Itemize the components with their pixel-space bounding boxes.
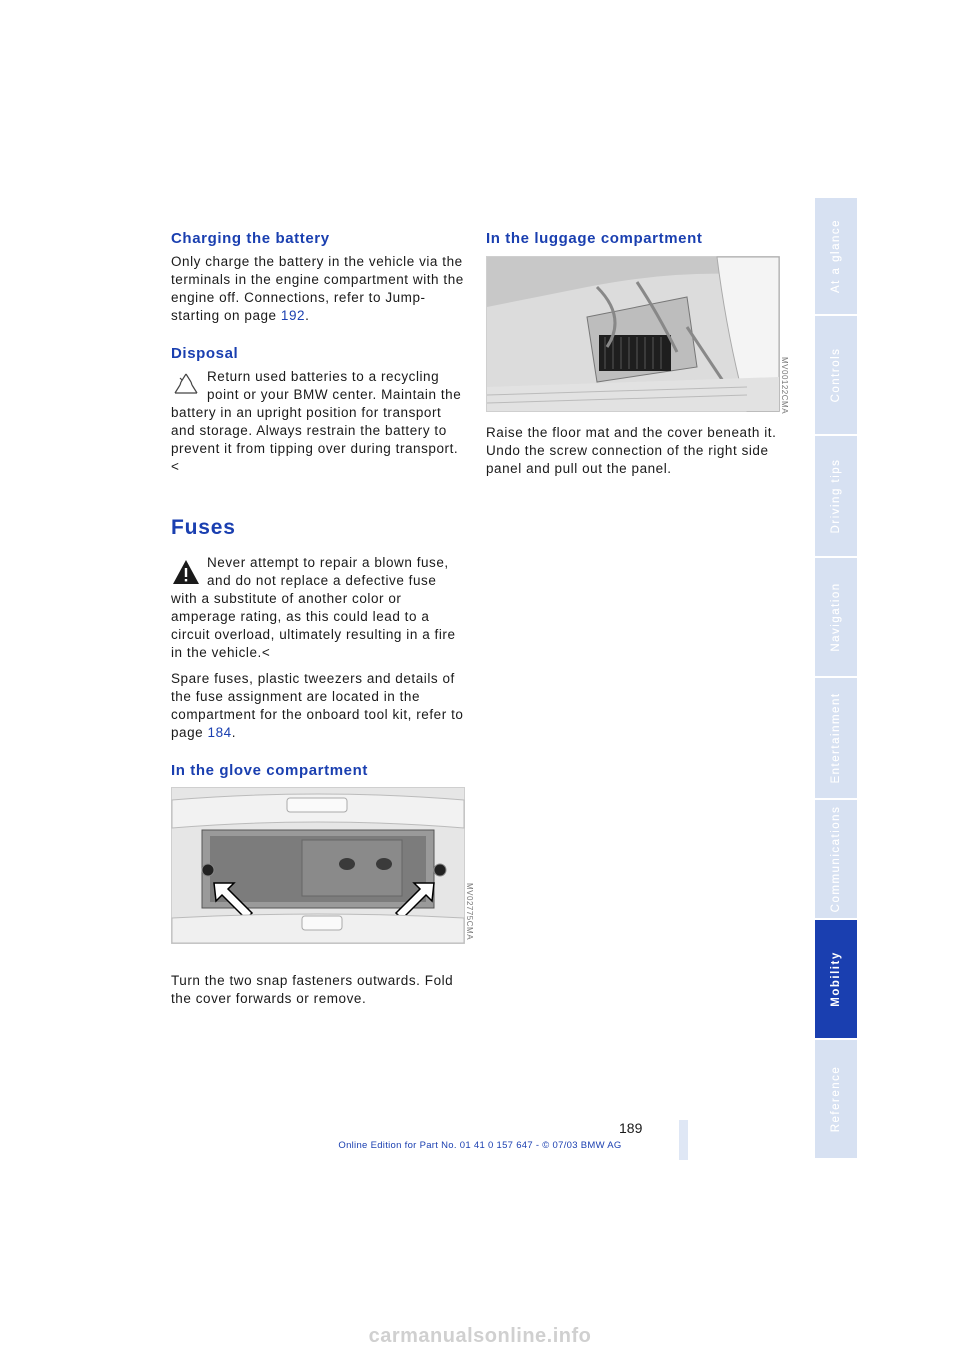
luggage-figure-code: MV00122CMA [780,357,789,415]
fuses-heading: Fuses [171,516,236,539]
warning-triangle-icon [171,557,201,587]
tab-navigation[interactable]: Navigation [815,558,857,678]
page-link-192[interactable]: 192 [280,308,306,323]
glove-compartment-illustration [172,788,464,943]
luggage-caption: Raise the floor mat and the cover beneath it. Undo the screw connection of the right side panel and pull out the panel. [486,425,777,476]
page-link-184[interactable]: 184 [207,725,232,740]
tab-driving-tips[interactable]: Driving tips [815,436,857,558]
page-number: 189 [619,1120,643,1136]
fuses-warning [171,554,465,662]
recycling-icon [171,371,201,401]
luggage-compartment-illustration [487,257,779,411]
luggage-compartment-figure [486,256,789,415]
right-column [486,230,789,478]
tab-mobility[interactable]: Mobility [815,920,857,1040]
spare-fuses-paragraph: Spare fuses, plastic tweezers and details of the fuse assignment are located in the compartment for the onboard tool kit, refer to page 184. [171,671,464,740]
disposal-heading: Disposal [171,345,239,362]
tab-entertainment[interactable]: Entertainment [815,678,857,800]
glove-figure-code: MV02775CMA [465,883,474,941]
disposal-note [171,368,465,476]
footer-edition-note: Online Edition for Part No. 01 41 0 157 647 - © 07/03 BMW AG [338,1140,622,1151]
glove-compartment-figure [171,787,474,944]
tab-communications[interactable]: Communications [815,800,857,920]
luggage-heading: In the luggage compartment [486,230,703,247]
watermark: carmanualsonline.info [368,1325,592,1347]
glove-heading: In the glove compartment [171,762,368,779]
tab-controls[interactable]: Controls [815,316,857,436]
glove-caption: Turn the two snap fasteners outwards. Fold the cover forwards or remove. [171,973,454,1006]
charging-heading: Charging the battery [171,230,330,247]
charging-paragraph: Only charge the battery in the vehicle via the terminals in the engine compartment with the engine off. Connections, refer to Jump-starting on page 192. [171,254,464,323]
fuses-warning-paragraph: Never attempt to repair a blown fuse, and do not replace a defective fuse with a substitute of another color or amperage rating, as this could lead to a circuit overload, ultimately resulting in a fire in the vehicle.< [171,555,456,660]
tab-reference[interactable]: Reference [815,1040,857,1160]
left-column [171,230,474,1008]
disposal-paragraph: Return used batteries to a recycling point or your BMW center. Maintain the battery in an upright position for transport and storage. Always restrain the battery to prevent it from tipping over during transport.< [171,369,462,474]
tab-at-a-glance[interactable]: At a glance [815,198,857,316]
